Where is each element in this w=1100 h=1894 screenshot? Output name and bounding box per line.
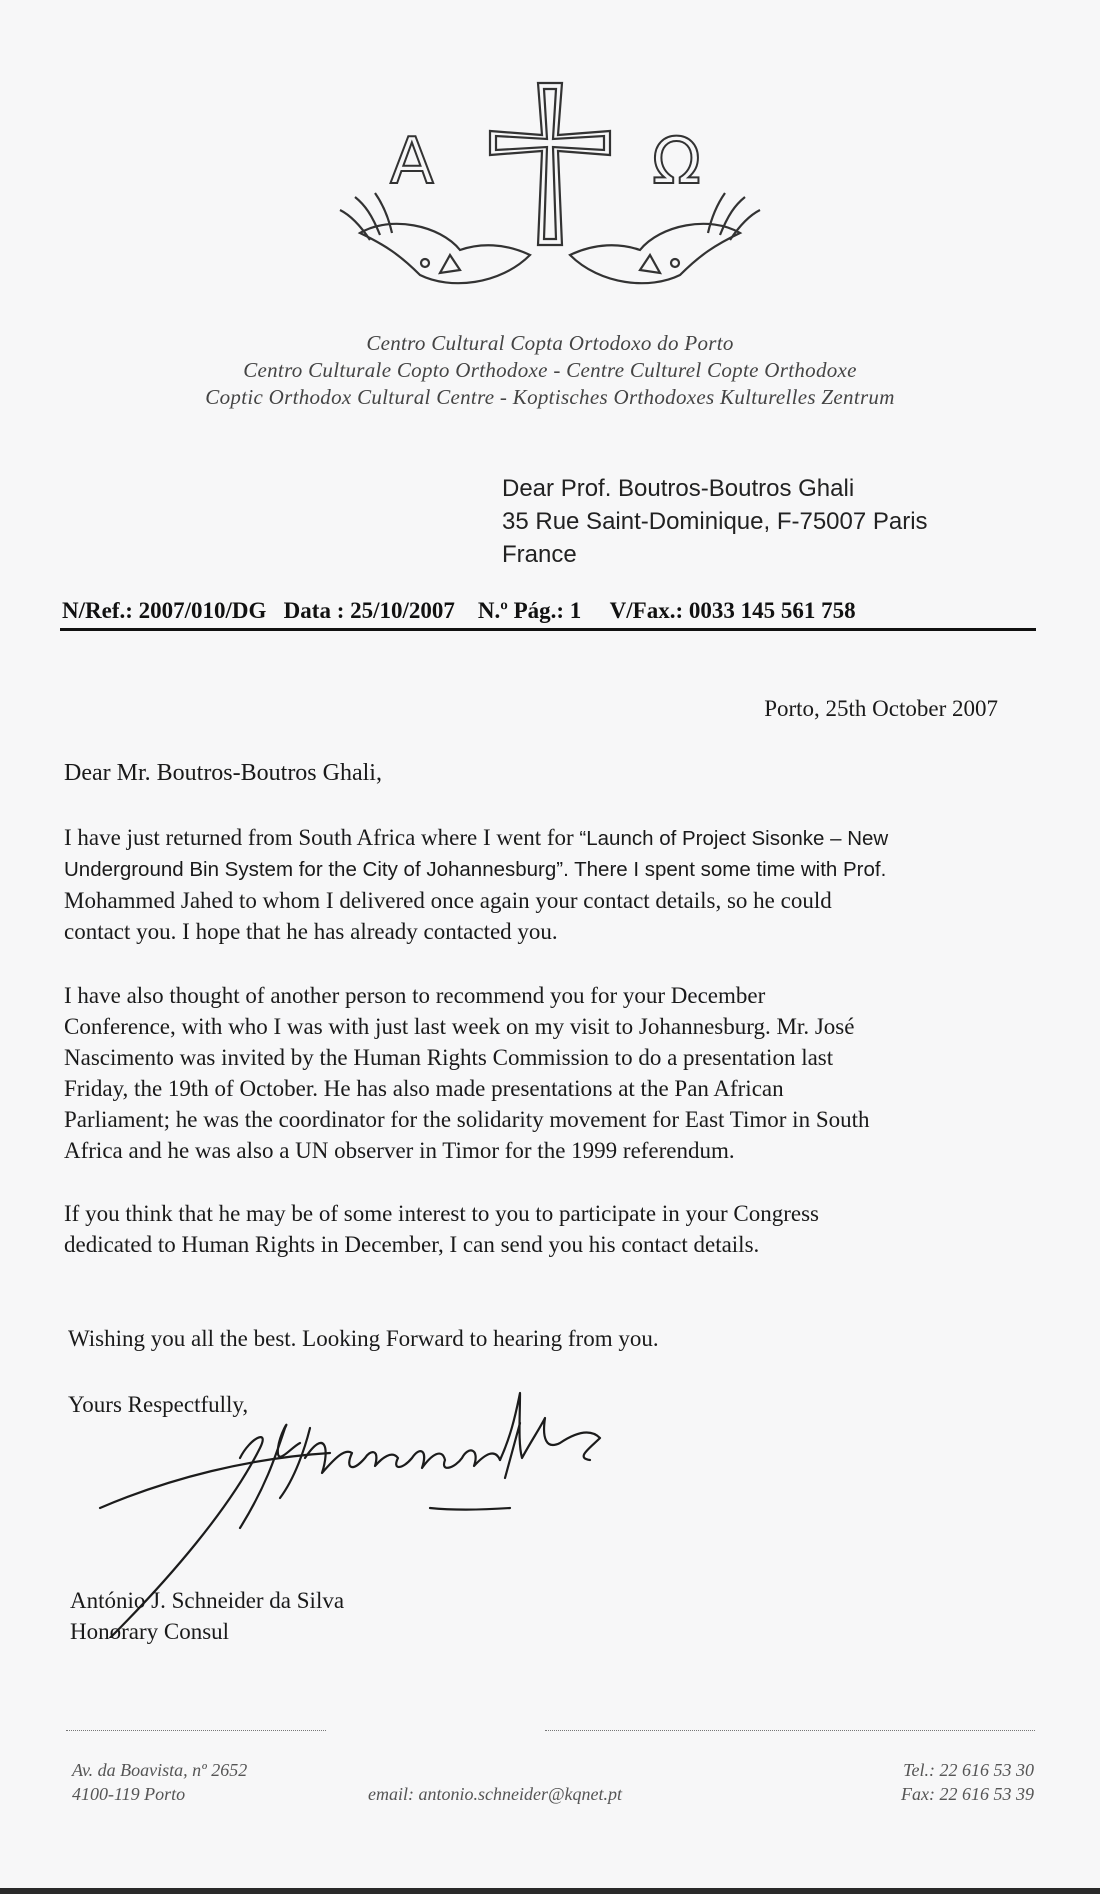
reference-divider: [60, 628, 1036, 631]
paragraph-1: [64, 822, 1044, 947]
scan-edge-bar: [0, 1888, 1100, 1894]
reference-line: [62, 598, 1036, 624]
page-number: N.º Pág.: 1: [477, 598, 582, 623]
para1-line-4: contact you. I hope that he has already contacted you.: [64, 919, 558, 944]
para2-line-1: I have also thought of another person to recommend you for your December: [64, 983, 766, 1008]
signer-block: [70, 1585, 344, 1647]
recipient-address: [502, 472, 928, 571]
footer-phone: [901, 1758, 1034, 1806]
recipient-name: Dear Prof. Boutros-Boutros Ghali: [502, 475, 855, 502]
footer-address: [72, 1758, 247, 1806]
org-name-english-german: Coptic Orthodox Cultural Centre - Koptisches Orthodoxes Kulturelles Zentrum: [205, 385, 895, 409]
closing-line: Wishing you all the best. Looking Forward to hearing from you.: [68, 1326, 659, 1351]
para1-line-3: Mohammed Jahed to whom I delivered once again your contact details, so he could: [64, 888, 832, 913]
footer-street: Av. da Boavista, nº 2652: [72, 1760, 248, 1780]
alpha-glyph: Α: [390, 125, 434, 199]
para2-line-6: Africa and he was also a UN observer in Timor for the 1999 referendum.: [64, 1138, 735, 1163]
para2-line-2: Conference, with who I was with just last week on my visit to Johannesburg. Mr. José: [64, 1014, 855, 1039]
para3-line-1: If you think that he may be of some interest to you to participate in your Congress: [64, 1201, 820, 1226]
para2-line-5: Parliament; he was the coordinator for the solidarity movement for East Timor in South: [64, 1107, 870, 1132]
footer-tel: Tel.: 22 616 53 30: [903, 1760, 1034, 1780]
fax-number: V/Fax.: 0033 145 561 758: [609, 598, 856, 623]
footer-fax: Fax: 22 616 53 39: [901, 1784, 1034, 1804]
reference-date: Data : 25/10/2007: [283, 598, 455, 623]
reference-number: N/Ref.: 2007/010/DG: [62, 598, 267, 623]
para2-line-4: Friday, the 19th of October. He has also made presentations at the Pan African: [64, 1076, 784, 1101]
organization-names: [80, 330, 1020, 411]
org-name-portuguese: Centro Cultural Copta Ortodoxo do Porto: [366, 331, 734, 355]
signer-name: António J. Schneider da Silva: [70, 1588, 345, 1613]
para1-line-1b: “Launch of Project Sisonke – New: [579, 827, 889, 850]
footer-divider-left: [66, 1730, 326, 1731]
omega-glyph: Ω: [652, 125, 701, 199]
para1-line-1a: I have just returned from South Africa where I went for: [64, 825, 580, 850]
sign-off: Yours Respectfully,: [68, 1392, 249, 1417]
footer-email: email: antonio.schneider@kqnet.pt: [368, 1784, 623, 1804]
paragraph-3: [64, 1198, 1044, 1260]
place-date: Porto, 25th October 2007: [764, 696, 998, 721]
org-name-italian-french: Centro Culturale Copto Orthodoxe - Centre Culturel Copte Orthodoxe: [243, 358, 857, 382]
para3-line-2: dedicated to Human Rights in December, I can send you his contact details.: [64, 1232, 760, 1257]
para1-line-2: Underground Bin System for the City of Johannesburg”. There I spent some time with Prof.: [64, 858, 887, 881]
coptic-cross-emblem: [330, 75, 770, 310]
recipient-country: France: [502, 541, 577, 568]
recipient-street: 35 Rue Saint-Dominique, F-75007 Paris: [502, 508, 928, 535]
footer-divider-right: [545, 1730, 1035, 1731]
footer-city: 4100-119 Porto: [72, 1784, 186, 1804]
signer-title: Honorary Consul: [70, 1619, 230, 1644]
paragraph-2: [64, 980, 1044, 1166]
salutation: Dear Mr. Boutros-Boutros Ghali,: [64, 760, 382, 786]
para2-line-3: Nascimento was invited by the Human Rights Commission to do a presentation last: [64, 1045, 834, 1070]
